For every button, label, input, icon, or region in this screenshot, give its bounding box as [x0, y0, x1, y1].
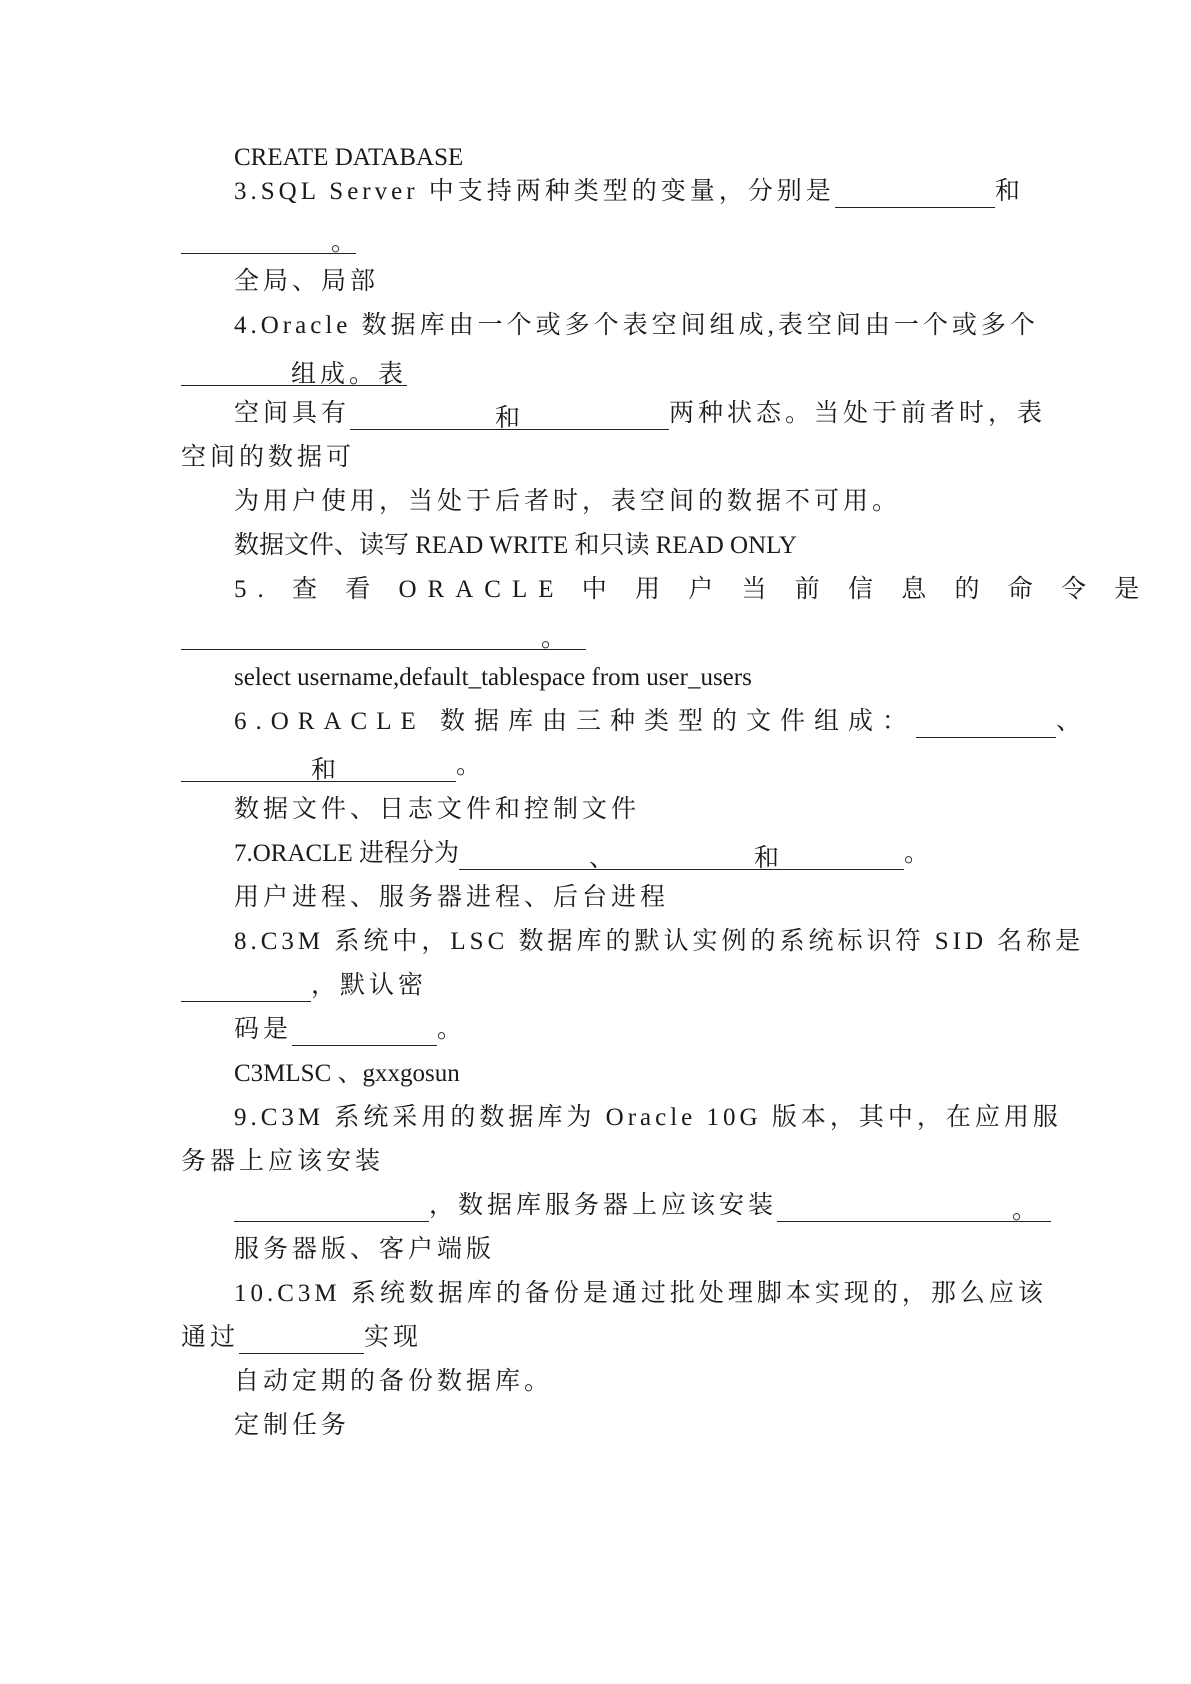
answer-line — [234, 882, 669, 914]
blank-underline — [350, 403, 495, 430]
question-3 — [234, 176, 1024, 208]
blank-underline — [181, 975, 311, 1002]
question-6 — [234, 706, 1090, 738]
text: 9.C3M 系统采用的数据库为 Oracle 10G 版本，其中，在应用服 — [234, 1104, 1062, 1131]
blank-underline — [614, 843, 754, 870]
question-8-cont — [181, 970, 427, 1002]
blank-underline — [181, 623, 541, 650]
blank-underline — [181, 227, 331, 254]
question-9-cont — [234, 1190, 1051, 1222]
text: 实现 — [364, 1324, 423, 1351]
text: 数据文件、读写 READ WRITE 和只读 READ ONLY — [234, 532, 797, 559]
answer-line — [234, 794, 640, 826]
text: 和 — [311, 757, 337, 784]
text: select username,default_tablespace from user_users — [234, 664, 752, 691]
text: 和 — [754, 845, 780, 872]
text: 务器上应该安装 — [181, 1148, 385, 1175]
text: 自动定期的备份数据库。 — [234, 1368, 554, 1395]
blank-underline — [459, 843, 589, 870]
answer-line — [234, 662, 752, 694]
text: 5. 查 看 ORACLE 中 用 户 当 前 信 息 的 命 令 是 — [234, 576, 1151, 603]
question-4-cont — [181, 354, 407, 386]
blank-underline — [835, 181, 995, 208]
blank-underline — [777, 1195, 1012, 1222]
text: 定制任务 — [234, 1412, 351, 1439]
text: 。 — [331, 229, 357, 256]
answer-line — [234, 142, 463, 174]
question-5-cont — [181, 618, 586, 650]
text: 。 — [437, 1016, 467, 1043]
question-9 — [234, 1102, 1062, 1134]
text: 8.C3M 系统中，LSC 数据库的默认实例的系统标识符 SID 名称是 — [234, 928, 1085, 955]
answer-line — [234, 1234, 495, 1266]
text: 两种状态。当处于前者时，表 — [669, 400, 1047, 427]
text: 。 — [456, 752, 482, 779]
answer-line — [234, 530, 797, 562]
text: 和 — [495, 405, 525, 432]
text: 、 — [589, 845, 615, 872]
question-8 — [234, 926, 1084, 958]
text: 空间的数据可 — [181, 444, 356, 471]
text: 7.ORACLE 进程分为 — [234, 840, 460, 867]
question-5 — [234, 574, 1150, 606]
text: ，默认密 — [311, 972, 428, 999]
question-10 — [234, 1278, 1047, 1310]
question-4-cont — [234, 398, 1046, 430]
question-10-cont — [234, 1366, 553, 1398]
blank-underline — [234, 1195, 429, 1222]
blank-underline — [181, 755, 311, 782]
text: 全局、局部 — [234, 268, 380, 295]
blank-underline — [239, 1327, 364, 1354]
blank-underline — [292, 1019, 437, 1046]
question-6-cont — [181, 750, 481, 782]
text: 用户进程、服务器进程、后台进程 — [234, 884, 670, 911]
text: 。 — [1012, 1195, 1051, 1222]
text: 、 — [1056, 708, 1091, 735]
text: 10.C3M 系统数据库的备份是通过批处理脚本实现的，那么应该 — [234, 1280, 1047, 1307]
text: 6.ORACLE 数据库由三种类型的文件组成： — [234, 708, 917, 735]
text: 通过 — [181, 1324, 240, 1351]
question-4 — [234, 310, 1039, 342]
text: 数据文件、日志文件和控制文件 — [234, 796, 641, 823]
answer-line — [234, 1058, 460, 1090]
text: 和 — [994, 178, 1024, 205]
blank-underline — [524, 403, 669, 430]
answer-line — [234, 266, 379, 298]
text: C3MLSC 、gxxgosun — [234, 1060, 460, 1087]
question-4-cont — [181, 442, 355, 474]
text: 组成。表 — [291, 361, 408, 388]
text: 服务器版、客户端版 — [234, 1236, 496, 1263]
question-4-cont — [234, 486, 901, 518]
blank-underline — [916, 711, 1056, 738]
text: 。 — [541, 623, 586, 650]
text: CREATE DATABASE — [234, 144, 464, 171]
blank-underline — [336, 755, 456, 782]
text: 码是 — [234, 1016, 293, 1043]
blank-underline — [181, 359, 291, 386]
text: 为用户使用，当处于后者时，表空间的数据不可用。 — [234, 488, 902, 515]
answer-line — [234, 1410, 350, 1442]
question-10-cont — [181, 1322, 422, 1354]
text: 空间具有 — [234, 400, 351, 427]
question-7 — [234, 838, 929, 870]
text: ，数据库服务器上应该安装 — [429, 1192, 778, 1219]
text: 。 — [904, 840, 930, 867]
question-9-cont — [181, 1146, 384, 1178]
text: 3.SQL Server 中支持两种类型的变量，分别是 — [234, 178, 835, 205]
text: 4.Oracle 数据库由一个或多个表空间组成,表空间由一个或多个 — [234, 312, 1039, 339]
blank-underline — [779, 843, 904, 870]
question-8-cont — [234, 1014, 466, 1046]
question-3-cont — [181, 222, 356, 254]
